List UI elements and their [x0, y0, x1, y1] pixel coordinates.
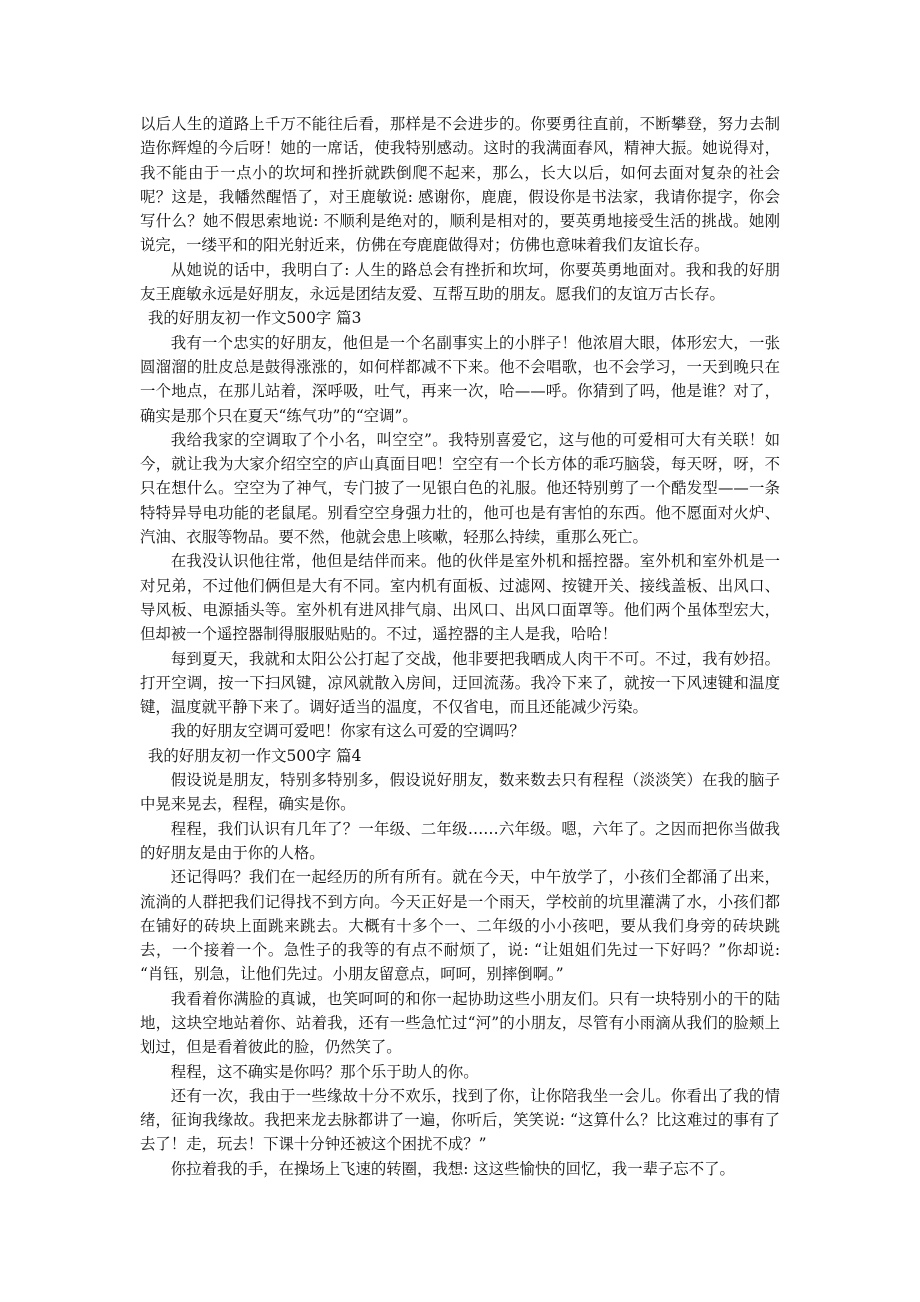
paragraph: 程程，我们认识有几年了？一年级、二年级……六年级。嗯，六年了。之因而把你当做我的好朋友是由于你的人格。 — [140, 819, 780, 862]
paragraph: 还有一次，我由于一些缘故十分不欢乐，找到了你，让你陪我坐一会儿。你看出了我的情绪，征询我缘故。我把来龙去脉都讲了一遍，你听后，笑笑说: “这算什么？比这难过的事有了去了！走，玩去！下课十分钟还被这个困扰不成？” — [140, 1086, 780, 1154]
paragraph: 假设说是朋友，特别多特别多，假设说好朋友，数来数去只有程程（淡淡笑）在我的脑子中晃来晃去，程程，确实是你。 — [140, 771, 780, 814]
paragraph: 你拉着我的手，在操场上飞速的转圈，我想: 这这些愉快的回忆，我一辈子忘不了。 — [170, 1159, 735, 1178]
paragraph: 我的好朋友空调可爱吧！你家有这么可爱的空调吗？ — [170, 722, 525, 741]
paragraph: 还记得吗？我们在一起经历的所有所有。就在今天，中午放学了，小孩们全都涌了出来，流淌的人群把我们记得找不到方向。今天正好是一个雨天，学校前的坑里灌满了水，小孩们都在铺好的砖块上面跳来跳去。大概有十多个一、二年级的小小孩吧，要从我们身旁的砖块跳去，一个接着一个。急性子的我等的有点不耐烦了，说: “让姐姐们先过一下好吗？”你却说: “肖钰，别急，让他们先过。小朋友留意点，呵呵，别摔倒啊。” — [140, 868, 780, 984]
paragraph: 程程，这不确实是你吗？那个乐于助人的你。 — [170, 1062, 479, 1081]
paragraph: 每到夏天，我就和太阳公公打起了交战，他非要把我晒成人肉干不可。不过，我有妙招。打开空调，按一下扫风键，凉风就散入房间，迂回流荡。我冷下来了，就按一下风速键和温度键，温度就平静下来了。调好适当的温度，不仅省电，而且还能减少污染。 — [140, 649, 780, 717]
paragraph: 在我没认识他往常，他但是结伴而来。他的伙伴是室外机和摇控器。室外机和室外机是一对兄弟，不过他们俩但是大有不同。室内机有面板、过滤网、按键开关、接线盖板、出风口、导风板、电源插头等。室外机有进风排气扇、出风口、出风口面罩等。他们两个虽体型宏大，但却被一个遥控器制得服服贴贴的。不过，遥控器的主人是我，哈哈！ — [140, 552, 780, 644]
paragraph: 我有一个忠实的好朋友，他但是一个名副事实上的小胖子！他浓眉大眼，体形宏大，一张圆溜溜的肚皮总是鼓得涨涨的，如何样都减不下来。他不会唱歌，也不会学习，一天到晚只在一个地点，在那儿站着，深呼吸，吐气，再来一次，哈——呼。你猜到了吗，他是谁？对了，确实是那个只在夏天“练气功”的“空调”。 — [140, 333, 780, 425]
document-body — [140, 112, 780, 1181]
section-heading: 我的好朋友初一作文500字 篇4 — [148, 746, 362, 765]
paragraph: 我给我家的空调取了个小名，叫空空”。我特别喜爱它，这与他的可爱相可大有关联！如今，就让我为大家介绍空空的庐山真面目吧！空空有一个长方体的乖巧脑袋，每天呀，呀，不只在想什么。空空为了神气，专门披了一见银白色的礼服。他还特别剪了一个酷发型——一条特特异导电功能的老鼠尾。别看空空身强力壮的，他可也是有害怕的东西。他不愿面对火炉、汽油、衣服等物品。要不然，他就会患上咳嗽，轻那么持续，重那么死亡。 — [140, 430, 780, 547]
paragraph: 从她说的话中，我明白了: 人生的路总会有挫折和坎坷，你要英勇地面对。我和我的好朋友王鹿敏永远是好朋友，永远是团结友爱、互帮互助的朋友。愿我们的友谊万古长存。 — [140, 260, 780, 304]
paragraph: 以后人生的道路上千万不能往后看，那样是不会进步的。你要勇往直前，不断攀登，努力去制造你辉煌的今后呀！她的一席话，使我特别感动。这时的我满面春风，精神大振。她说得对，我不能由于一点小的坎坷和挫折就跌倒爬不起来，那么，长大以后，如何去面对复杂的社会呢？这是，我幡然醒悟了，对王鹿敏说: 感谢你，鹿鹿，假设你是书法家，我请你提字，你会写什么？她不假思索地说: 不顺利是绝对的，顺利是相对的，要英勇地接受生活的挑战。她刚说完，一缕平和的阳光射近来，仿佛在夸鹿鹿做得对；仿佛也意味着我们友谊长存。 — [140, 115, 780, 255]
paragraph: 我看着你满脸的真诚，也笑呵呵的和你一起协助这些小朋友们。只有一块特别小的干的陆地，这块空地站着你、站着我，还有一些急忙过“河”的小朋友，尽管有小雨滴从我们的脸颊上划过，但是看着彼此的脸，仍然笑了。 — [140, 989, 780, 1057]
section-heading: 我的好朋友初一作文500字 篇3 — [148, 309, 362, 328]
